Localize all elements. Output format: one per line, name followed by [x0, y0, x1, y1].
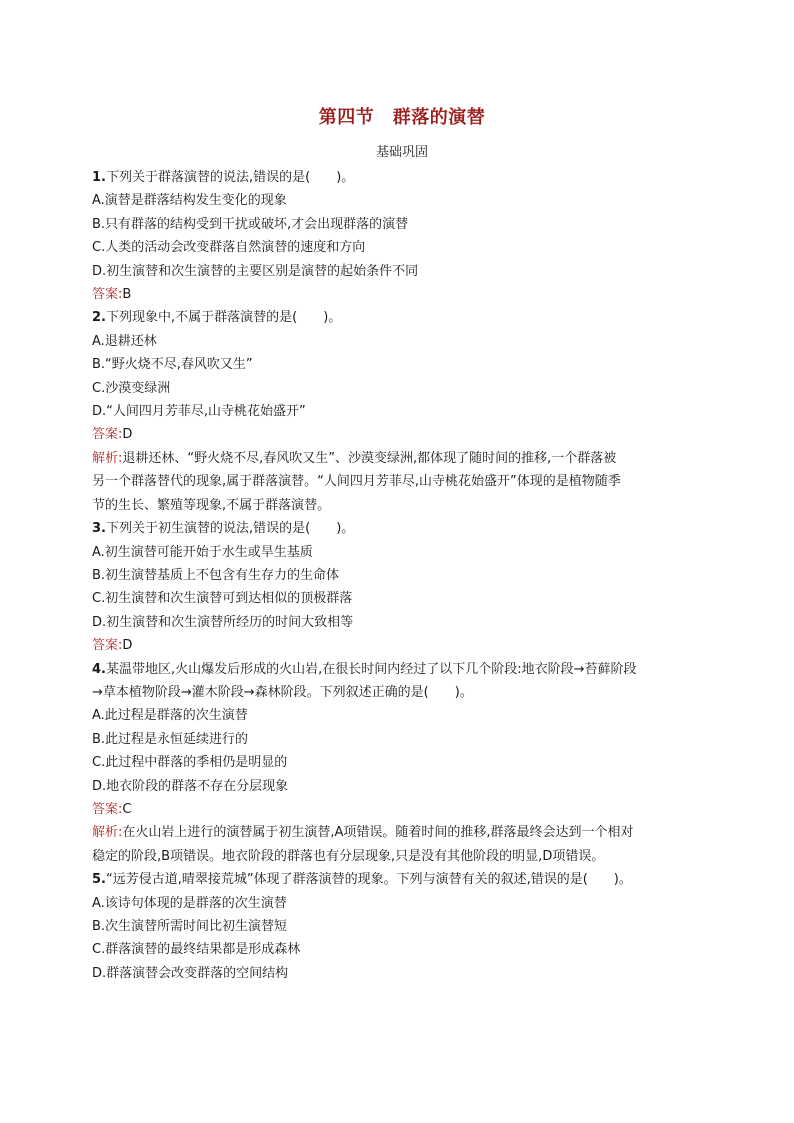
answer-value: C: [122, 801, 132, 817]
answer-line: [92, 634, 712, 657]
question-5: [92, 868, 712, 985]
option-a: A.退耕还林: [92, 333, 157, 349]
answer-label: 答案:: [92, 638, 123, 654]
document-page: [92, 106, 712, 985]
option-d: D.初生演替和次生演替所经历的时间大致相等: [92, 614, 354, 630]
analysis-line-1: [92, 821, 712, 844]
question-text: 下列现象中,不属于群落演替的是( )。: [105, 310, 342, 326]
question-stem: [92, 517, 712, 540]
analysis-line-1: [92, 447, 712, 470]
section-heading: 基础巩固: [375, 145, 428, 160]
question-number: 3.: [92, 521, 106, 537]
analysis-line-2: 稳定的阶段,B项错误。地衣阶段的群落也有分层现象,只是没有其他阶段的明显,D项错误。: [92, 848, 605, 864]
option-d: D.初生演替和次生演替的主要区别是演替的起始条件不同: [92, 263, 419, 279]
option-b: B.只有群落的结构受到干扰或破坏,才会出现群落的演替: [92, 216, 409, 232]
option-c: C.沙漠变绿洲: [92, 380, 171, 396]
option-c: C.群落演替的最终结果都是形成森林: [92, 942, 301, 958]
analysis-text: 退耕还林、“野火烧不尽,春风吹又生”、沙漠变绿洲,都体现了随时间的推移,一个群落被: [122, 450, 617, 466]
question-number: 1.: [92, 170, 106, 185]
option-d: D.“人间四月芳菲尽,山寺桃花始盛开”: [92, 404, 306, 420]
option-a: A.演替是群落结构发生变化的现象: [92, 193, 287, 209]
question-1: [92, 166, 712, 306]
answer-label: 答案:: [92, 287, 123, 303]
question-stem-continued: →草本植物阶段→灌木阶段→森林阶段。下列叙述正确的是( )。: [92, 684, 473, 700]
answer-value: B: [122, 287, 132, 303]
option-c: C.初生演替和次生演替可到达相似的顶极群落: [92, 591, 353, 607]
answer-value: D: [122, 427, 133, 443]
question-text: 下列关于初生演替的说法,错误的是( )。: [105, 521, 355, 537]
analysis-label: 解析:: [92, 450, 123, 466]
option-c: C.此过程中群落的季相仍是明显的: [92, 755, 288, 771]
option-a: A.该诗句体现的是群落的次生演替: [92, 895, 287, 911]
analysis-line-3: 节的生长、繁殖等现象,不属于群落演替。: [92, 497, 331, 513]
question-4: [92, 658, 712, 869]
answer-value: D: [122, 638, 133, 654]
question-2: [92, 306, 712, 517]
option-c: C.人类的活动会改变群落自然演替的速度和方向: [92, 240, 366, 256]
answer-label: 答案:: [92, 801, 123, 817]
answer-line: [92, 283, 712, 306]
question-number: 4.: [92, 661, 106, 677]
question-stem: [92, 658, 712, 681]
question-text: 下列关于群落演替的说法,错误的是( )。: [105, 170, 355, 185]
option-b: B.初生演替基质上不包含有生存力的生命体: [92, 567, 340, 583]
option-a: A.此过程是群落的次生演替: [92, 708, 248, 724]
option-b: B.“野火烧不尽,春风吹又生”: [92, 357, 253, 373]
question-text: 某温带地区,火山爆发后形成的火山岩,在很长时间内经过了以下几个阶段:地衣阶段→苔藓阶段: [105, 661, 637, 677]
question-stem: [92, 868, 712, 891]
answer-label: 答案:: [92, 427, 123, 443]
analysis-text: 在火山岩上进行的演替属于初生演替,A项错误。随着时间的推移,群落最终会达到一个相对: [122, 825, 634, 841]
option-d: D.地衣阶段的群落不存在分层现象: [92, 778, 289, 794]
question-number: 5.: [92, 872, 106, 888]
question-stem: [92, 306, 712, 329]
question-number: 2.: [92, 310, 106, 326]
page-title: 第四节 群落的演替: [318, 107, 486, 128]
question-3: [92, 517, 712, 657]
option-d: D.群落演替会改变群落的空间结构: [92, 965, 289, 981]
answer-line: [92, 798, 712, 821]
analysis-line-2: 另一个群落替代的现象,属于群落演替。“人间四月芳菲尽,山寺桃花始盛开”体现的是植物随季: [92, 474, 621, 490]
option-b: B.次生演替所需时间比初生演替短: [92, 919, 288, 934]
analysis-label: 解析:: [92, 825, 123, 841]
option-a: A.初生演替可能开始于水生或旱生基质: [92, 544, 313, 560]
option-b: B.此过程是永恒延续进行的: [92, 731, 249, 747]
answer-line: [92, 423, 712, 446]
question-text: “远芳侵古道,晴翠接荒城”体现了群落演替的现象。下列与演替有关的叙述,错误的是( )。: [105, 872, 632, 888]
question-stem: [92, 166, 712, 189]
